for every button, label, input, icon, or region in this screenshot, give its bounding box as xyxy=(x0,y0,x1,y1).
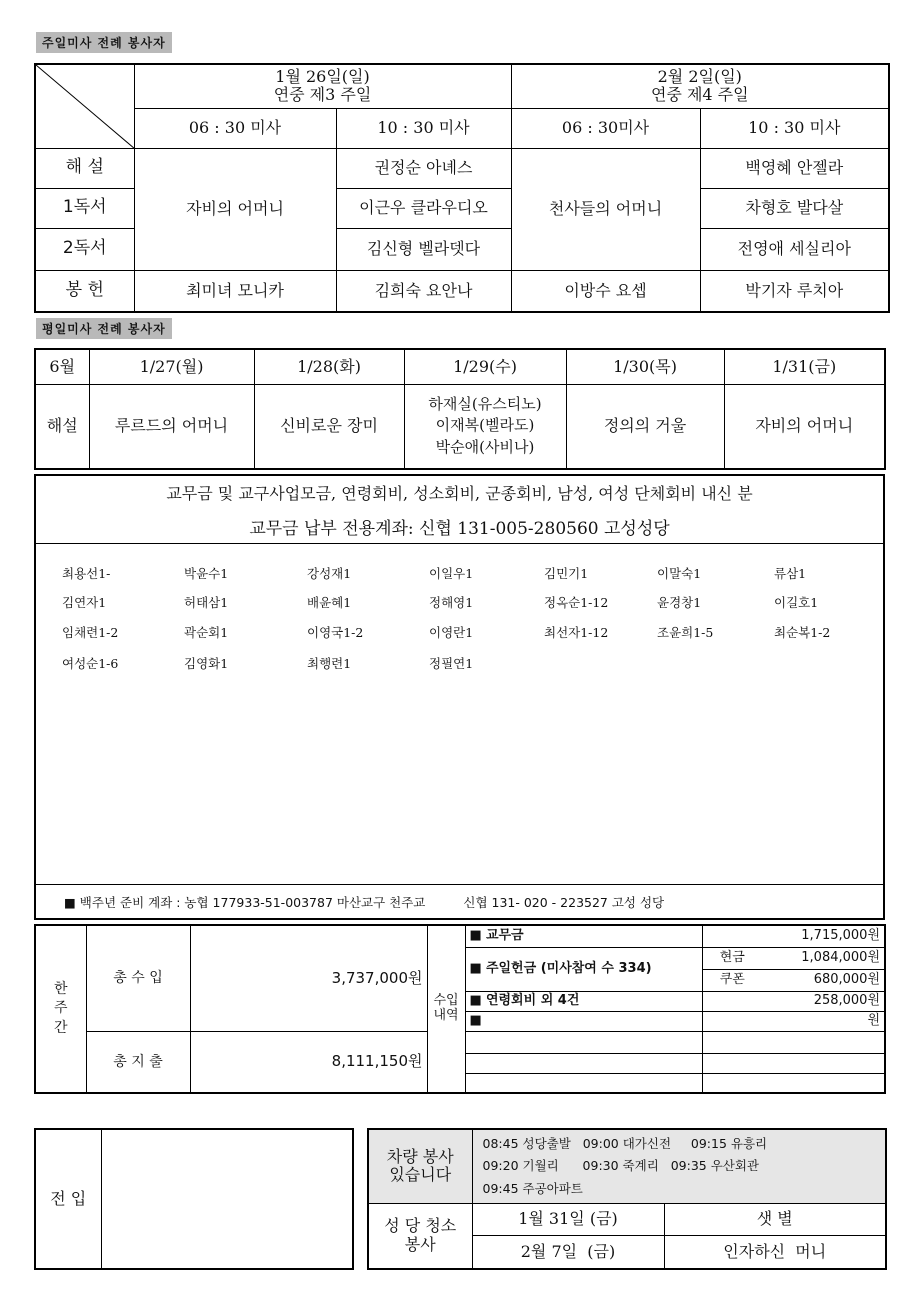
income-total: 3,737,000원 xyxy=(190,925,427,1031)
list-item: 최순복1-2 xyxy=(774,625,831,640)
empty-cell xyxy=(702,1053,885,1073)
service-table xyxy=(367,1128,887,1270)
vehicle-line: 09:45 주공아파트 xyxy=(482,1180,583,1196)
list-item: 박윤수1 xyxy=(184,566,229,581)
cleaning-group: 인자하신 머니 xyxy=(664,1235,886,1269)
w2-late-commentator: 백영혜 안젤라 xyxy=(700,148,889,188)
dues-box xyxy=(34,474,885,920)
week1-heading xyxy=(134,64,511,108)
week1-date: 1월 26일(일) xyxy=(275,66,370,86)
w1-late-reading1: 이근우 클라우디오 xyxy=(336,188,511,228)
list-item: 정필연1 xyxy=(429,656,474,671)
cleaning-label: 성 당 청소 봉사 xyxy=(368,1203,472,1269)
wed-name: 이재복(벨라도) xyxy=(435,416,535,435)
wed-name: 하재실(유스티노) xyxy=(428,394,542,413)
weekday-roster-table xyxy=(34,348,886,470)
sunday-roster-table xyxy=(34,63,890,313)
income-amount: 원 xyxy=(702,1011,885,1031)
list-item: 이영국1-2 xyxy=(307,625,364,640)
wed-name: 박순애(사비나) xyxy=(435,438,535,457)
day-group-wed xyxy=(404,384,566,469)
expense-label: 총 지 출 xyxy=(86,1031,190,1093)
checkbox-icon: ■ xyxy=(469,1012,482,1028)
income-amount: 258,000원 xyxy=(702,991,885,1011)
dues-title: 교무금 및 교구사업모금, 연령회비, 성소회비, 군종회비, 남성, 여성 단체회비 내신 분 xyxy=(166,484,753,503)
dues-account: 교무금 납부 전용계좌: 신협 131-005-280560 고성성당 xyxy=(249,519,670,539)
day-group: 루르드의 어머니 xyxy=(89,384,254,469)
week2-heading xyxy=(511,64,889,108)
income-item: ■ 연령회비 외 4건 xyxy=(465,991,702,1011)
cash-label: 현금 xyxy=(702,947,762,969)
divider xyxy=(36,543,883,544)
role-label: 2독서 xyxy=(35,228,134,270)
income-amount: 1,715,000원 xyxy=(702,925,885,947)
period-label: 한 주 간 xyxy=(35,925,86,1093)
cleaning-date: 2월 7일 (금) xyxy=(472,1235,664,1269)
sunday-section-header: 주일미사 전례 봉사자 xyxy=(36,32,172,53)
transfer-in-label: 전 입 xyxy=(35,1129,101,1269)
role-label: 해 설 xyxy=(35,148,134,188)
w2-early-group: 천사들의 어머니 xyxy=(511,148,700,270)
list-item: 윤경창1 xyxy=(657,595,702,610)
w2-late-reading2: 전영애 세실리아 xyxy=(700,228,889,270)
list-item: 김영화1 xyxy=(184,656,229,671)
list-item: 정해영1 xyxy=(429,595,474,610)
empty-cell xyxy=(465,1031,702,1053)
list-item: 김연자1 xyxy=(62,595,107,610)
w2-late-reading1: 차형호 발다살 xyxy=(700,188,889,228)
mass-time: 10 : 30 미사 xyxy=(336,108,511,148)
role-label: 해설 xyxy=(35,384,89,469)
list-item: 이일우1 xyxy=(429,566,474,581)
list-item: 정옥순1-12 xyxy=(544,595,609,610)
offering-cell: 박기자 루치아 xyxy=(700,270,889,312)
income-item: ■ 교무금 xyxy=(465,925,702,947)
offering-cell: 이방수 요셉 xyxy=(511,270,700,312)
list-item: 허태삼1 xyxy=(184,595,229,610)
list-item: 여성순1-6 xyxy=(62,656,119,671)
cash-amount: 1,084,000원 xyxy=(762,947,885,969)
list-item: 조윤희1-5 xyxy=(657,625,714,640)
centennial-account: 백주년 준비 계좌 : 농협 177933-51-003787 마산교구 천주교 xyxy=(79,895,426,910)
centennial-account-2: 신협 131- 020 - 223527 고성 성당 xyxy=(463,895,665,910)
cleaning-date: 1월 31일 (금) xyxy=(472,1203,664,1235)
day-header: 1/30(목) xyxy=(566,349,724,384)
transfer-in-content xyxy=(101,1129,353,1269)
list-item: 곽순회1 xyxy=(184,625,229,640)
checkbox-icon: ■ xyxy=(64,895,76,910)
day-header: 1/29(수) xyxy=(404,349,566,384)
list-item: 류삼1 xyxy=(774,566,807,581)
list-item: 이말숙1 xyxy=(657,566,702,581)
week2-name: 연중 제4 주일 xyxy=(650,85,749,105)
day-group: 자비의 어머니 xyxy=(724,384,885,469)
week2-date: 2월 2일(일) xyxy=(657,66,742,86)
centennial-note xyxy=(64,893,664,911)
vehicle-line: 09:20 기월리 09:30 죽계리 09:35 우산회관 xyxy=(482,1158,759,1173)
cleaning-group: 샛 별 xyxy=(664,1203,886,1235)
checkbox-icon: ■ xyxy=(469,927,482,943)
w1-late-reading2: 김신형 벨라뎃다 xyxy=(336,228,511,270)
divider xyxy=(36,884,883,885)
income-item xyxy=(465,1011,702,1031)
empty-cell xyxy=(702,1031,885,1053)
income-label: 총 수 입 xyxy=(86,925,190,1031)
role-label: 봉 헌 xyxy=(35,270,134,312)
list-item: 이영란1 xyxy=(429,625,474,640)
list-item: 최선자1-12 xyxy=(544,625,609,640)
coupon-label: 쿠폰 xyxy=(702,969,762,991)
empty-cell xyxy=(465,1073,702,1093)
weekday-section-header: 평일미사 전례 봉사자 xyxy=(36,318,172,339)
w1-early-group: 자비의 어머니 xyxy=(134,148,336,270)
list-item: 임채련1-2 xyxy=(62,625,119,640)
transfer-in-table xyxy=(34,1128,354,1270)
expense-total: 8,111,150원 xyxy=(190,1031,427,1093)
empty-cell xyxy=(465,1053,702,1073)
diagonal-cell xyxy=(35,64,134,148)
list-item: 최행련1 xyxy=(307,656,352,671)
list-item: 배윤혜1 xyxy=(307,595,352,610)
vehicle-line: 08:45 성당출발 09:00 대가신전 09:15 유흥리 xyxy=(482,1135,768,1151)
list-item: 강성재1 xyxy=(307,566,352,581)
checkbox-icon: ■ xyxy=(469,992,482,1008)
coupon-amount: 680,000원 xyxy=(762,969,885,991)
list-item: 김민기1 xyxy=(544,566,589,581)
mass-time: 10 : 30 미사 xyxy=(700,108,889,148)
empty-cell xyxy=(702,1073,885,1093)
mass-time: 06 : 30 미사 xyxy=(134,108,336,148)
detail-label: 수입 내역 xyxy=(427,925,465,1093)
offering-cell: 최미녀 모니카 xyxy=(134,270,336,312)
checkbox-icon: ■ xyxy=(469,960,482,976)
day-group: 신비로운 장미 xyxy=(254,384,404,469)
role-label: 1독서 xyxy=(35,188,134,228)
vehicle-schedule xyxy=(472,1129,886,1203)
month-cell: 6월 xyxy=(35,349,89,384)
list-item: 이길호1 xyxy=(774,595,819,610)
diagonal-line xyxy=(36,65,135,149)
day-header: 1/28(화) xyxy=(254,349,404,384)
day-header: 1/27(월) xyxy=(89,349,254,384)
finance-table xyxy=(34,924,886,1094)
week1-name: 연중 제3 주일 xyxy=(273,85,372,105)
list-item: 최용선1- xyxy=(62,566,111,581)
w1-late-commentator: 권정순 아녜스 xyxy=(336,148,511,188)
offering-cell: 김희숙 요안나 xyxy=(336,270,511,312)
vehicle-label: 차량 봉사 있습니다 xyxy=(368,1129,472,1203)
mass-time: 06 : 30미사 xyxy=(511,108,700,148)
day-group: 정의의 거울 xyxy=(566,384,724,469)
day-header: 1/31(금) xyxy=(724,349,885,384)
income-item: ■ 주일헌금 (미사참여 수 334) xyxy=(465,947,702,991)
